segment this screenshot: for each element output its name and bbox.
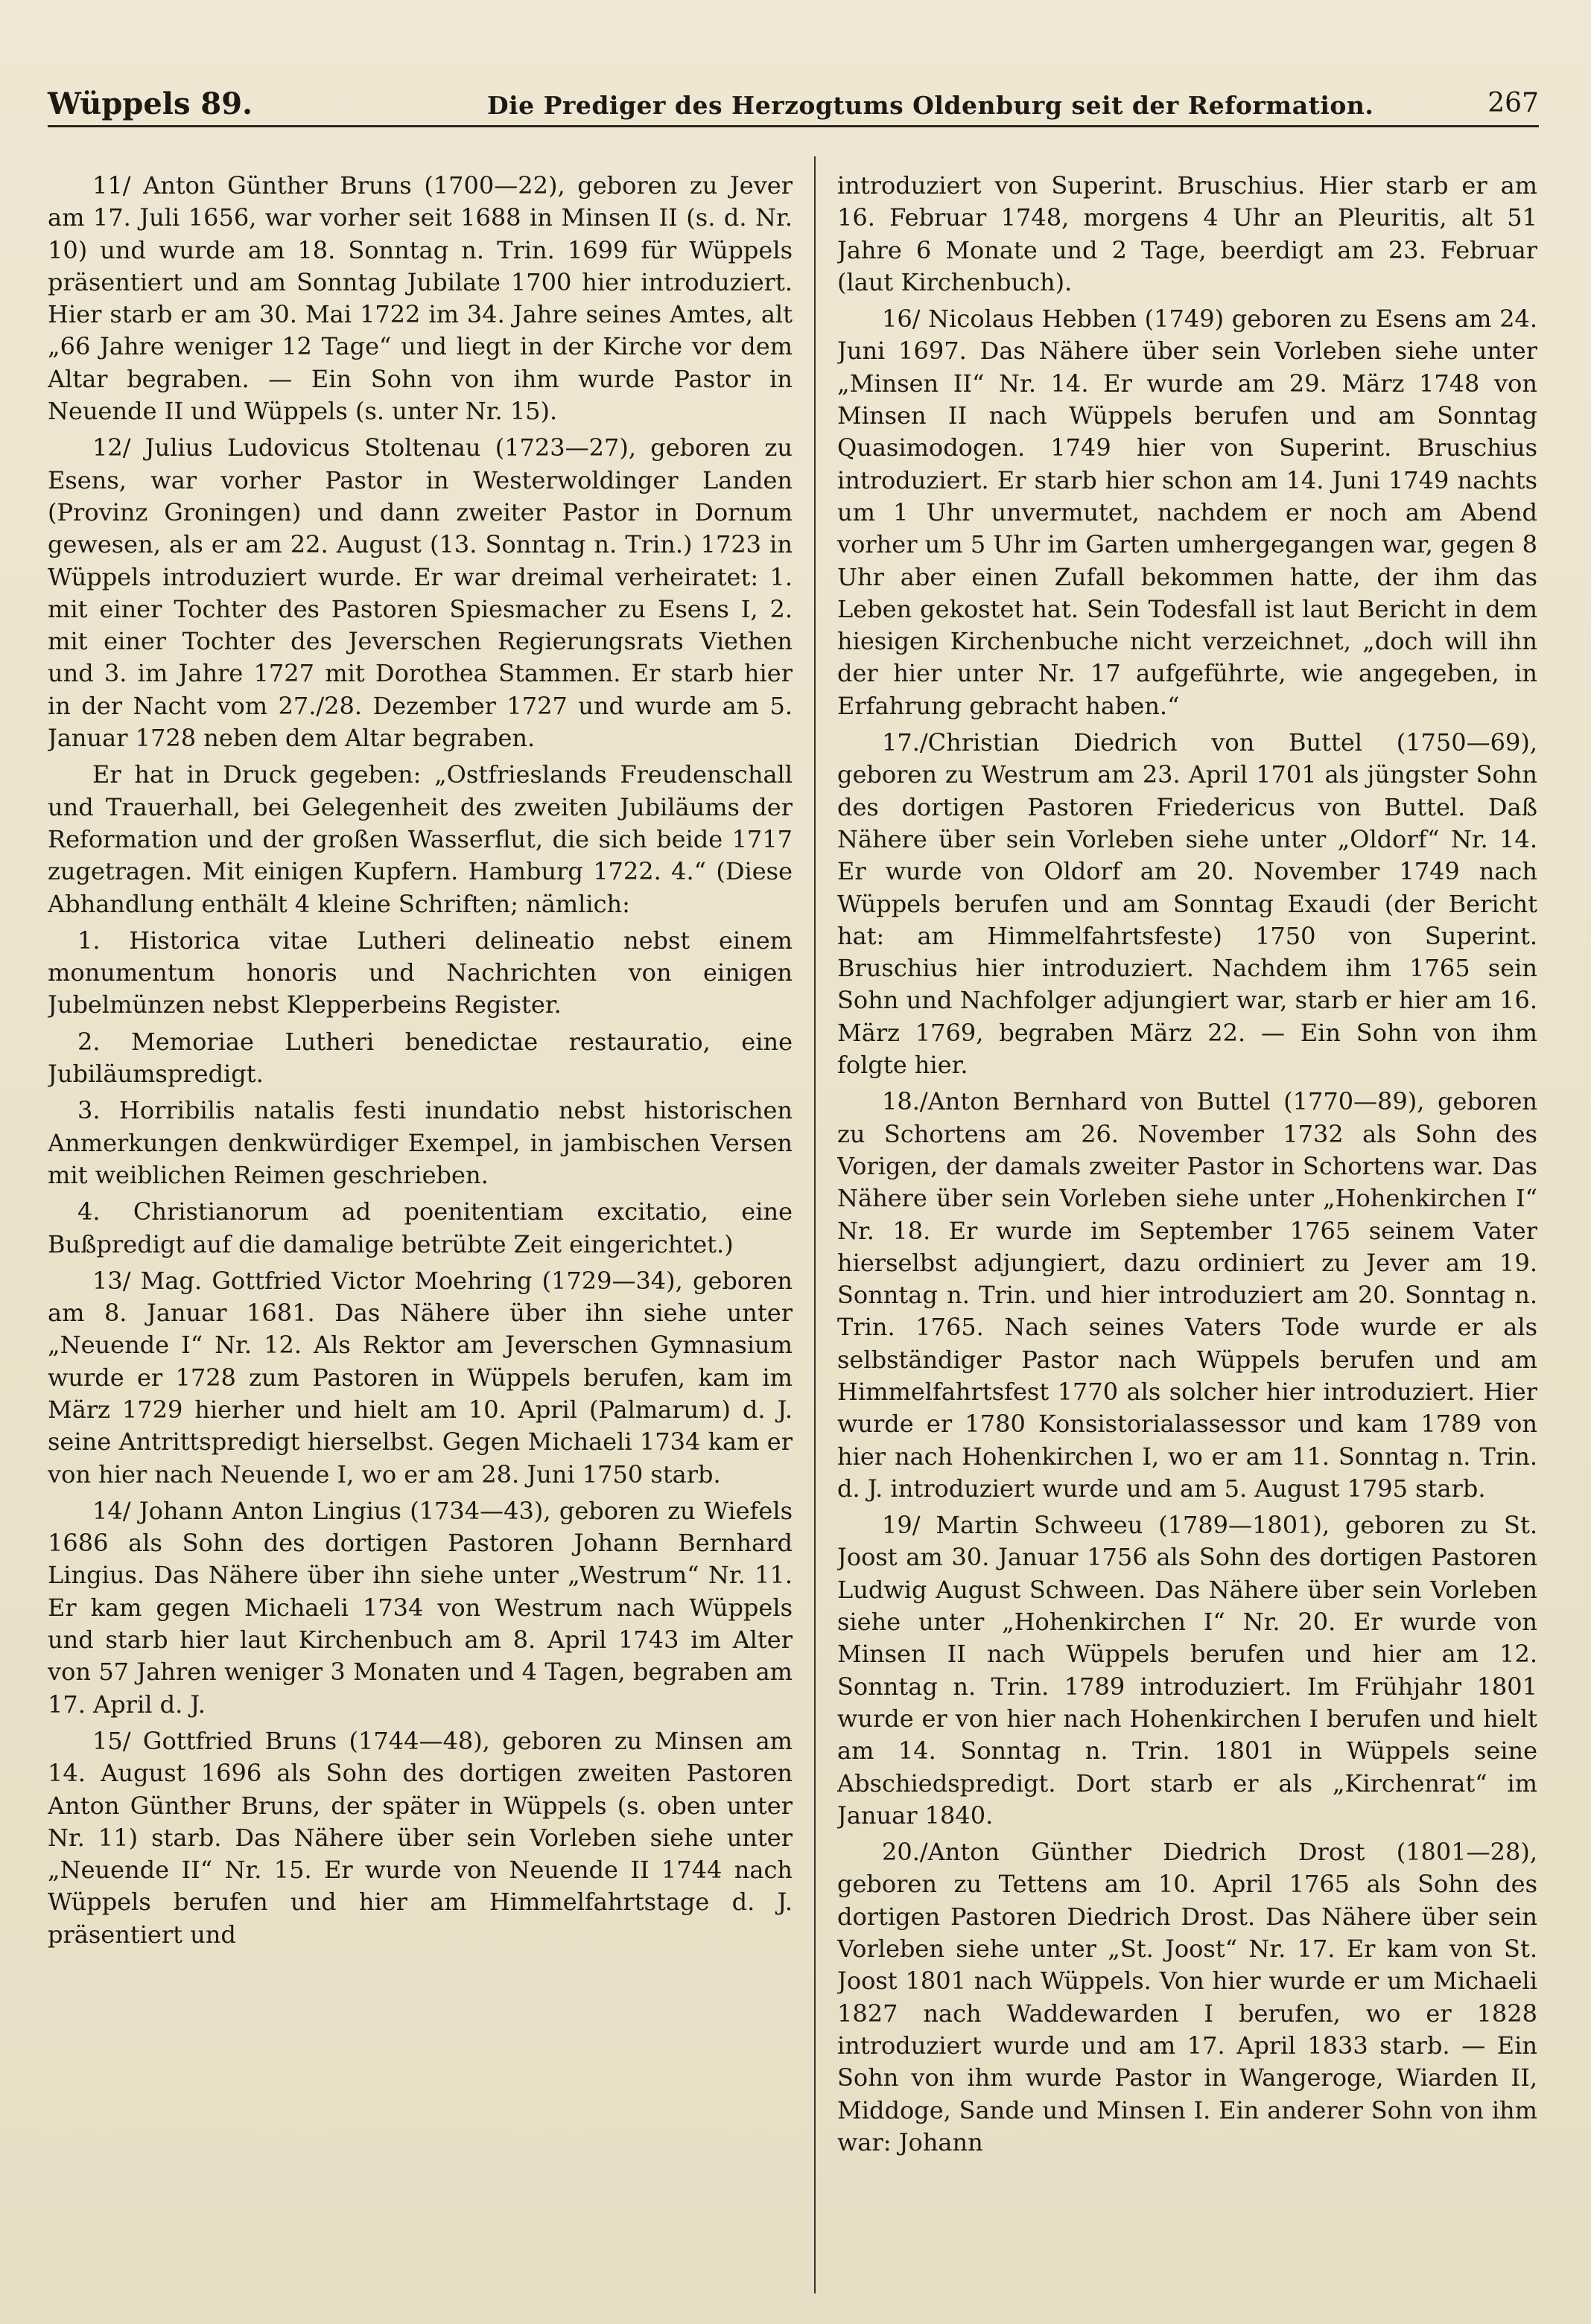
entry-20-paragraph: 20./Anton Günther Diedrich Drost (1801—28), geboren zu Tettens am 10. April 1765 als Sohn des dortigen Pastoren Diedrich Drost. Das Nähere über sein Vorleben siehe unter „St. Joost“ Nr. 17. Er kam von St. Joost 1801 nach Wüppels. Von hier wurde er um Michaeli 1827 nach Waddewarden I berufen, wo er 1828 introduziert wurde und am 17. April 1833 starb. — Ein Sohn von ihm wurde Pastor in Wangeroge, Wiarden II, Middoge, Sande und Minsen I. Ein anderer Sohn von ihm war: Johann: [837, 1838, 1537, 2156]
running-header: [48, 80, 1539, 127]
running-title-left: Wüppels 89.: [48, 86, 253, 121]
entry-12-paragraph: 12/ Julius Ludovicus Stoltenau (1723—27), geboren zu Esens, war vorher Pastor in Westerwoldinger Landen (Provinz Groningen) und dann zweiter Pastor in Dornum gewesen, als er am 22. August (13. Sonntag n. Trin.) 1723 in Wüppels introduziert wurde. Er war dreimal verheiratet: 1. mit einer Tochter des Pastoren Spiesmacher zu Esens I, 2. mit einer Tochter des Jeverschen Regierungsrats Viethen und 3. im Jahre 1727 mit Dorothea Stammen. Er starb hier in der Nacht vom 27./28. Dezember 1727 und wurde am 5. Januar 1728 neben dem Altar begraben.: [48, 433, 793, 753]
entry-14-paragraph: 14/ Johann Anton Lingius (1734—43), geboren zu Wiefels 1686 als Sohn des dortigen Pastoren Johann Bernhard Lingius. Das Nähere über ihn siehe unter „Westrum“ Nr. 11. Er kam gegen Michaeli 1734 von Westrum nach Wüppels und starb hier laut Kirchenbuch am 8. April 1743 im Alter von 57 Jahren weniger 3 Monaten und 4 Tagen, begraben am 17. April d. J.: [48, 1496, 793, 1719]
entry-16-paragraph: 16/ Nicolaus Hebben (1749) geboren zu Esens am 24. Juni 1697. Das Nähere über sein Vorleben siehe unter „Minsen II“ Nr. 14. Er wurde am 29. März 1748 von Minsen II nach Wüppels berufen und am Sonntag Quasimodogen. 1749 hier von Superint. Bruschius introduziert. Er starb hier schon am 14. Juni 1749 nachts um 1 Uhr unvermutet, nachdem er noch am Abend vorher um 5 Uhr im Garten umhergegangen war, gegen 8 Uhr aber einen Zufall bekommen hatte, der ihm das Leben gekostet hat. Sein Todesfall ist laut Bericht in dem hiesigen Kirchenbuche nicht verzeichnet, „doch will ihn der hier unter Nr. 17 aufgeführte, wie angegeben, in Erfahrung gebracht haben.“: [837, 305, 1537, 720]
right-column: [837, 170, 1537, 2294]
entry-19-paragraph: 19/ Martin Schweeu (1789—1801), geboren zu St. Joost am 30. Januar 1756 als Sohn des dortigen Pastoren Ludwig August Schween. Das Nähere über sein Vorleben siehe unter „Hohenkirchen I“ Nr. 20. Er wurde von Minsen II nach Wüppels berufen und hier am 12. Sonntag n. Trin. 1789 introduziert. Im Frühjahr 1801 wurde er von hier nach Hohenkirchen I berufen und hielt am 14. Sonntag n. Trin. 1801 in Wüppels seine Abschiedspredigt. Dort starb er als „Kirchenrat“ im Januar 1840.: [837, 1511, 1537, 1830]
entry-13-paragraph: 13/ Mag. Gottfried Victor Moehring (1729—34), geboren am 8. Januar 1681. Das Nähere über ihn siehe unter „Neuende I“ Nr. 12. Als Rektor am Jeverschen Gymnasium wurde er 1728 zum Pastoren in Wüppels berufen, kam im März 1729 hierher und hielt am 10. April (Palmarum) d. J. seine Antrittspredigt hierselbst. Gegen Michaeli 1734 kam er von hier nach Neuende I, wo er am 28. Juni 1750 starb.: [48, 1266, 793, 1489]
publication-item-3: 3. Horribilis natalis festi inundatio nebst historischen Anmerkungen denkwürdiger Exempel, in jambischen Versen mit weiblichen Reimen geschrieben.: [48, 1096, 793, 1189]
publication-item-1: 1. Historica vitae Lutheri delineatio nebst einem monumentum honoris und Nachrichten von einigen Jubelmünzen nebst Klepperbeins Register.: [48, 926, 793, 1019]
entry-11-paragraph: 11/ Anton Günther Bruns (1700—22), geboren zu Jever am 17. Juli 1656, war vorher seit 1688 in Minsen II (s. d. Nr. 10) und wurde am 18. Sonntag n. Trin. 1699 für Wüppels präsentiert und am Sonntag Jubilate 1700 hier introduziert. Hier starb er am 30. Mai 1722 im 34. Jahre seines Amtes, alt „66 Jahre weniger 12 Tage“ und liegt in der Kirche vor dem Altar begraben. — Ein Sohn von ihm wurde Pastor in Neuende II und Wüppels (s. unter Nr. 15).: [48, 171, 793, 426]
entry-17-paragraph: 17./Christian Diedrich von Buttel (1750—69), geboren zu Westrum am 23. April 1701 als jüngster Sohn des dortigen Pastoren Friedericus von Buttel. Daß Nähere über sein Vorleben siehe unter „Oldorf“ Nr. 14. Er wurde von Oldorf am 20. November 1749 nach Wüppels berufen und am Sonntag Exaudi (der Bericht hat: am Himmelfahrtsfeste) 1750 von Superint. Bruschius hier introduziert. Nachdem ihm 1765 sein Sohn und Nachfolger adjungiert war, starb er hier am 16. März 1769, begraben März 22. — Ein Sohn von ihm folgte hier.: [837, 728, 1537, 1080]
page-number: 267: [1487, 88, 1539, 118]
column-divider: [814, 156, 816, 2293]
publication-item-2: 2. Memoriae Lutheri benedictae restauratio, eine Jubiläumspredigt.: [48, 1027, 793, 1089]
running-title-center: Die Prediger des Herzogtums Oldenburg seit der Reformation.: [487, 91, 1374, 120]
entry-18-paragraph: 18./Anton Bernhard von Buttel (1770—89), geboren zu Schortens am 26. November 1732 als Sohn des Vorigen, der damals zweiter Pastor in Schortens war. Das Nähere über sein Vorleben siehe unter „Hohenkirchen I“ Nr. 18. Er wurde im September 1765 seinem Vater hierselbst adjungiert, dazu ordiniert zu Jever am 19. Sonntag n. Trin. und hier introduziert am 20. Sonntag n. Trin. 1765. Nach seines Vaters Tode wurde er als selbständiger Pastor nach Wüppels berufen und am Himmelfahrtsfest 1770 als solcher hier introduziert. Hier wurde er 1780 Konsistorialassessor und kam 1789 von hier nach Hohenkirchen I, wo er am 11. Sonntag n. Trin. d. J. introduziert wurde und am 5. August 1795 starb.: [837, 1087, 1537, 1503]
publication-paragraph: Er hat in Druck gegeben: „Ostfrieslands Freudenschall und Trauerhall, bei Gelegenheit des zweiten Jubiläums der Reformation und der großen Wasserflut, die sich beide 1717 zugetragen. Mit einigen Kupfern. Hamburg 1722. 4.“ (Diese Abhandlung enthält 4 kleine Schriften; nämlich:: [48, 760, 793, 918]
entry-15-paragraph: 15/ Gottfried Bruns (1744—48), geboren zu Minsen am 14. August 1696 als Sohn des dortigen zweiten Pastoren Anton Günther Bruns, der später in Wüppels (s. oben unter Nr. 11) starb. Das Nähere über sein Vorleben siehe unter „Neuende II“ Nr. 15. Er wurde von Neuende II 1744 nach Wüppels berufen und hier am Himmelfahrtstage d. J. präsentiert und: [48, 1726, 793, 1949]
publication-item-4: 4. Christianorum ad poenitentiam excitatio, eine Bußpredigt auf die damalige betrübte Zeit eingerichtet.): [48, 1197, 793, 1258]
entry-15-continued: introduziert von Superint. Bruschius. Hier starb er am 16. Februar 1748, morgens 4 Uhr an Pleuritis, alt 51 Jahre 6 Monate und 2 Tage, beerdigt am 23. Februar (laut Kirchenbuch).: [837, 171, 1537, 296]
left-column: [48, 170, 793, 2294]
